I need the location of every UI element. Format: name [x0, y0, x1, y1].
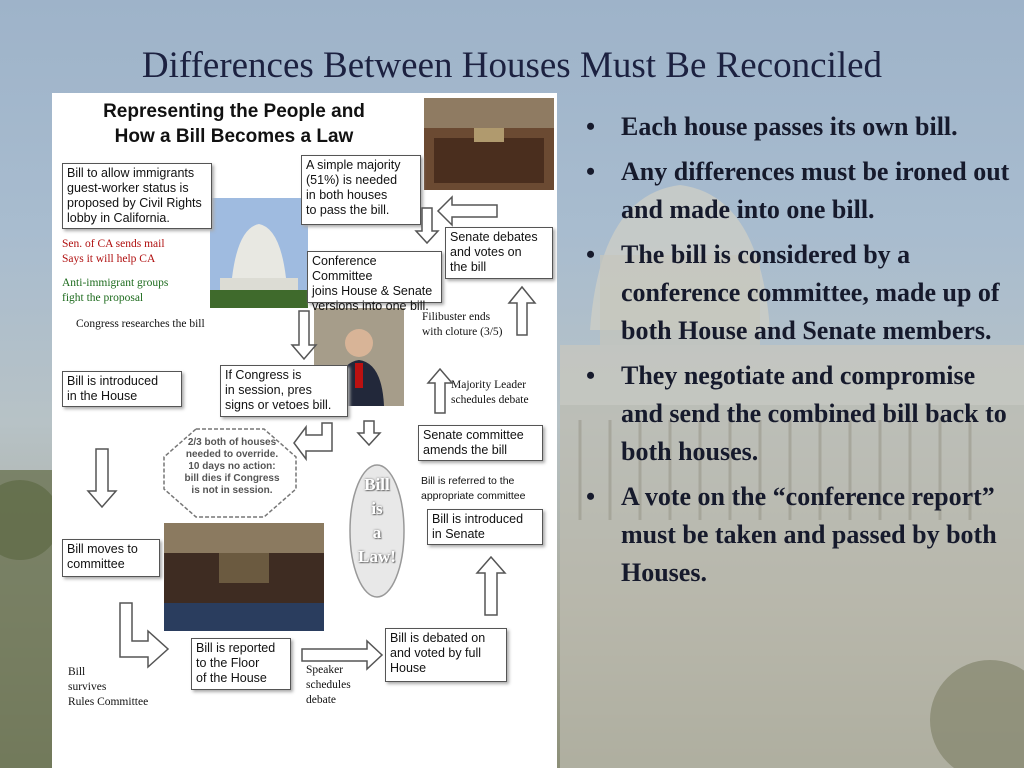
note-anti-immigrant: Anti-immigrant groups fight the proposal	[62, 277, 169, 304]
box-moves-committee: Bill moves to committee	[62, 539, 160, 577]
flow-arrows	[52, 93, 557, 768]
note-referred-committee: Bill is referred to the appropriate committee	[421, 475, 526, 502]
box-bill-proposed: Bill to allow immigrants guest-worker status is proposed by Civil Rights lobby in California.	[62, 163, 212, 229]
slide-title: Differences Between Houses Must Be Reconciled	[141, 45, 883, 86]
bullet-dot: •	[586, 240, 596, 269]
bullet-dot: •	[586, 482, 596, 511]
arrow-left-top	[438, 197, 497, 225]
bullet-list	[580, 108, 1010, 599]
veto-octagon-text: 2/3 both of houses needed to override. 10 days no action: bill dies if Congress is not in session.	[184, 437, 280, 496]
bill-process-diagram	[52, 93, 557, 768]
box-debated-full-house: Bill is debated on and voted by full House	[385, 628, 507, 682]
arrow-down-law	[358, 421, 380, 445]
box-senate-committee: Senate committee amends the bill	[418, 425, 543, 461]
note-filibuster: Filibuster ends with cloture (3/5)	[422, 311, 503, 338]
bullet-item: • They negotiate and compromise and send the combined bill back to both houses.	[580, 357, 1010, 471]
bullet-item: • Each house passes its own bill.	[580, 108, 1010, 146]
arrow-up-leader	[428, 369, 452, 413]
arrow-down-majority	[416, 208, 438, 243]
note-majority-leader: Majority Leader schedules debate	[451, 379, 529, 406]
note-congress-researches: Congress researches the bill	[76, 318, 205, 330]
arrow-bent-rules	[120, 603, 168, 667]
box-reported-floor: Bill is reported to the Floor of the House	[191, 638, 291, 690]
note-rules-committee: Bill survives Rules Committee	[68, 666, 149, 708]
arrow-down-president	[292, 311, 316, 359]
box-introduced-senate: Bill is introduced in Senate	[427, 509, 543, 545]
diagram-title-line2: How a Bill Becomes a Law	[114, 126, 354, 147]
box-president-signs: If Congress is in session, pres signs or vetoes bill.	[220, 365, 348, 417]
arrow-up-filibuster	[509, 287, 535, 335]
arrow-down-house	[88, 449, 116, 507]
bullet-dot: •	[586, 361, 596, 390]
note-senator-mail: Sen. of CA sends mail Says it will help CA	[62, 238, 165, 265]
bullet-item: • Any differences must be ironed out and made into one bill.	[580, 153, 1010, 229]
bullet-dot: •	[586, 112, 596, 141]
box-simple-majority: A simple majority (51%) is needed in both houses to pass the bill.	[301, 155, 421, 225]
bullet-item: • The bill is considered by a conference committee, made up of both House and Senate members.	[580, 236, 1010, 350]
box-introduced-house: Bill is introduced in the House	[62, 371, 182, 407]
arrow-bent-veto	[294, 423, 332, 459]
bullet-item: • A vote on the “conference report” must be taken and passed by both Houses.	[580, 478, 1010, 592]
box-conference-committee: Conference Committee joins House & Senate versions into one bill.	[307, 251, 442, 303]
arrow-up-senate	[477, 557, 505, 615]
arrow-right-floor	[302, 641, 382, 669]
law-egg-text: Bill is a Law!	[358, 475, 396, 566]
diagram-title-line1: Representing the People and	[103, 101, 365, 122]
note-speaker-schedules: Speaker schedules debate	[306, 664, 351, 706]
box-senate-debates: Senate debates and votes on the bill	[445, 227, 553, 279]
bullet-dot: •	[586, 157, 596, 186]
